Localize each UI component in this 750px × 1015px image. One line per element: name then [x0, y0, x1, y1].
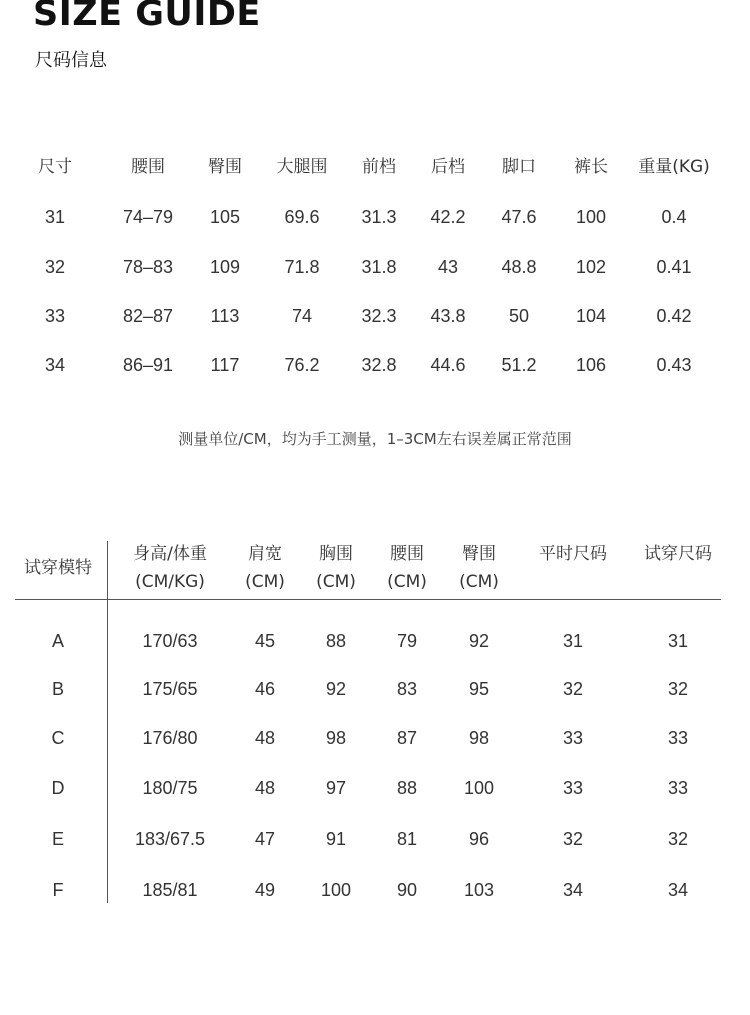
- model-table-cell: 45: [254, 631, 276, 651]
- size-table-cell: 51.2: [501, 355, 537, 375]
- model-table-header-line1: 试穿模特: [24, 558, 92, 578]
- model-table-header-line1: 胸围: [319, 544, 353, 564]
- size-table-cell: 50: [508, 306, 530, 326]
- size-table-cell: 0.43: [656, 355, 692, 375]
- model-table-cell: 98: [325, 728, 347, 748]
- size-table-cell: 44.6: [430, 355, 466, 375]
- model-table-cell: 81: [396, 829, 418, 849]
- model-table-cell: F: [52, 880, 64, 900]
- size-table-cell: 82–87: [122, 306, 174, 326]
- measurement-note: 测量单位/CM，均为手工测量，1–3CM左右误差属正常范围: [178, 430, 572, 448]
- model-table-header: [245, 540, 285, 596]
- model-table-header: [387, 540, 427, 596]
- model-table-header: [24, 554, 92, 582]
- model-table-header-line1: 平时尺码: [539, 544, 607, 564]
- model-table-header-divider: [15, 599, 721, 600]
- model-table-cell: 32: [667, 829, 689, 849]
- size-table-cell: 32.8: [361, 355, 397, 375]
- model-table-cell: 79: [396, 631, 418, 651]
- model-table-cell: 32: [562, 679, 584, 699]
- model-table-header-line2: (CM): [316, 572, 356, 592]
- model-table-header: [133, 540, 207, 596]
- model-table-cell: 92: [468, 631, 490, 651]
- model-table-cell: E: [51, 829, 65, 849]
- model-table-cell: 33: [667, 728, 689, 748]
- size-table-cell: 47.6: [501, 207, 537, 227]
- size-table-cell: 74: [291, 306, 313, 326]
- page-title: SIZE GUIDE: [33, 0, 261, 34]
- model-table-header-line1: 臀围: [462, 544, 496, 564]
- size-table-header: 尺寸: [38, 157, 72, 177]
- model-table-header-line1: 身高/体重: [133, 544, 207, 564]
- model-table-header-line2: (CM/KG): [135, 572, 205, 592]
- size-table-cell: 117: [210, 355, 240, 375]
- model-table-cell: 49: [254, 880, 276, 900]
- model-table-cell: 180/75: [142, 778, 198, 798]
- model-table-cell: 185/81: [142, 880, 198, 900]
- size-table-header: 臀围: [208, 157, 242, 177]
- size-table-cell: 113: [210, 306, 240, 326]
- size-table-cell: 109: [209, 257, 241, 277]
- model-table-header-line1: 试穿尺码: [644, 544, 712, 564]
- size-table-header: 裤长: [574, 157, 608, 177]
- size-table-cell: 0.41: [656, 257, 692, 277]
- model-table-cell: 176/80: [142, 728, 198, 748]
- model-table-cell: D: [51, 778, 65, 798]
- size-table-cell: 0.42: [656, 306, 692, 326]
- model-table-header-line1: 肩宽: [248, 544, 282, 564]
- size-table-cell: 33: [44, 306, 66, 326]
- size-table-cell: 102: [575, 257, 607, 277]
- model-table-column-divider: [107, 541, 108, 903]
- size-table-cell: 31.8: [361, 257, 397, 277]
- size-table-cell: 100: [575, 207, 607, 227]
- model-table-cell: 88: [325, 631, 347, 651]
- model-table-cell: 95: [468, 679, 490, 699]
- size-table-cell: 104: [575, 306, 607, 326]
- model-table-cell: 47: [254, 829, 276, 849]
- model-table-cell: 92: [325, 679, 347, 699]
- size-table-cell: 71.8: [284, 257, 320, 277]
- size-table-cell: 105: [209, 207, 241, 227]
- page-subtitle: 尺码信息: [35, 50, 107, 71]
- model-table-cell: 48: [254, 728, 276, 748]
- size-table-cell: 32.3: [361, 306, 397, 326]
- model-table-cell: C: [51, 728, 65, 748]
- model-table-cell: 97: [325, 778, 347, 798]
- size-table-cell: 31.3: [361, 207, 397, 227]
- model-table-cell: 32: [667, 679, 689, 699]
- size-table-cell: 69.6: [284, 207, 320, 227]
- model-table-cell: 48: [254, 778, 276, 798]
- model-table-cell: A: [51, 631, 65, 651]
- size-table-cell: 86–91: [122, 355, 174, 375]
- model-table-cell: 33: [562, 778, 584, 798]
- model-table-cell: 90: [396, 880, 418, 900]
- size-table-header: 腰围: [131, 157, 165, 177]
- model-table-header: [539, 540, 607, 568]
- model-table-cell: 46: [254, 679, 276, 699]
- model-table-cell: 87: [396, 728, 418, 748]
- size-table-header: 大腿围: [276, 157, 328, 177]
- model-table-cell: 96: [468, 829, 490, 849]
- size-table-cell: 78–83: [122, 257, 174, 277]
- model-table-cell: 98: [468, 728, 490, 748]
- size-table-cell: 76.2: [284, 355, 320, 375]
- model-table-header: [459, 540, 499, 596]
- size-table-cell: 74–79: [122, 207, 174, 227]
- model-table-header-line2: (CM): [459, 572, 499, 592]
- model-table-cell: 88: [396, 778, 418, 798]
- size-table-cell: 0.4: [661, 207, 687, 227]
- size-table-cell: 43.8: [430, 306, 466, 326]
- model-table-cell: 91: [325, 829, 347, 849]
- model-table-cell: 100: [320, 880, 352, 900]
- model-table-cell: 183/67.5: [134, 829, 206, 849]
- model-table-header-line2: (CM): [245, 572, 285, 592]
- model-table-cell: 33: [562, 728, 584, 748]
- model-table-cell: 83: [396, 679, 418, 699]
- model-table-header: [644, 540, 712, 568]
- model-table-cell: 100: [463, 778, 495, 798]
- model-table-cell: 31: [667, 631, 689, 651]
- size-table-cell: 43: [437, 257, 459, 277]
- model-table-cell: 31: [562, 631, 584, 651]
- size-table-cell: 34: [44, 355, 66, 375]
- size-table-cell: 106: [575, 355, 607, 375]
- model-table-header-line1: 腰围: [390, 544, 424, 564]
- model-table-header-line2: (CM): [387, 572, 427, 592]
- model-table-cell: 34: [562, 880, 584, 900]
- size-table-cell: 32: [44, 257, 66, 277]
- size-table-header: 脚口: [502, 157, 536, 177]
- model-table-cell: 103: [463, 880, 495, 900]
- model-table-cell: 170/63: [142, 631, 198, 651]
- model-table-cell: 33: [667, 778, 689, 798]
- size-table-header: 后档: [431, 157, 465, 177]
- model-table-cell: 34: [667, 880, 689, 900]
- size-table-header: 前档: [362, 157, 396, 177]
- size-table-cell: 31: [44, 207, 66, 227]
- size-table-header: 重量(KG): [638, 157, 710, 177]
- size-table-cell: 48.8: [501, 257, 537, 277]
- size-table-cell: 42.2: [430, 207, 466, 227]
- model-table-cell: B: [51, 679, 65, 699]
- model-table-header: [316, 540, 356, 596]
- model-table-cell: 175/65: [142, 679, 198, 699]
- model-table-cell: 32: [562, 829, 584, 849]
